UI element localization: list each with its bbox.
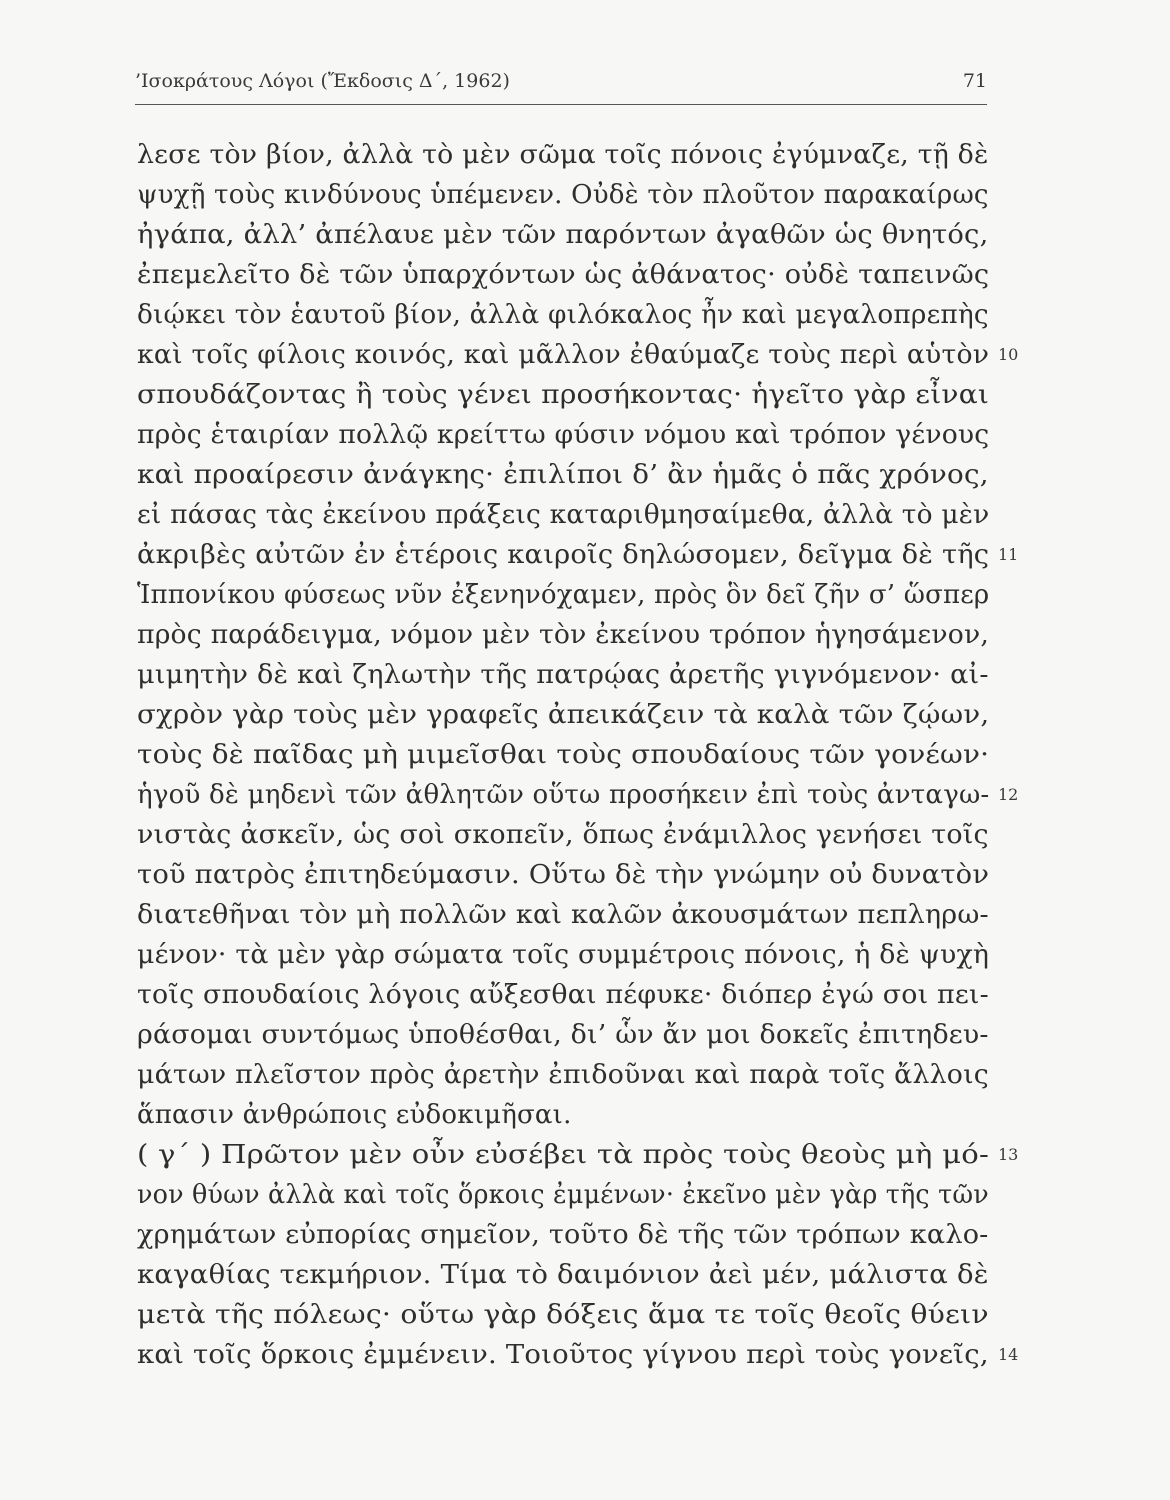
section-number: 13 (998, 1145, 1019, 1164)
page-number: 71 (962, 70, 987, 92)
text-line: τοὺς δὲ παῖδας μὴ μιμεῖσθαι τοὺς σπουδαίους τῶν γονέων· (137, 740, 990, 770)
text-line: ράσομαι συντόμως ὑποθέσθαι, δι’ ὧν ἄν μοι δοκεῖς ἐπιτηδευ- (137, 1020, 989, 1050)
text-line: καγαθίας τεκμήριον. Τίμα τὸ δαιμόνιον ἀεὶ μέν, μάλιστα δὲ (137, 1260, 989, 1290)
text-line: νον θύων ἀλλὰ καὶ τοῖς ὅρκοις ἐμμένων· ἐκεῖνο μὲν γὰρ τῆς τῶν (137, 1180, 989, 1210)
section-number: 11 (998, 545, 1019, 564)
text-line: χρημάτων εὐπορίας σημεῖον, τοῦτο δὲ τῆς τῶν τρόπων καλο- (137, 1220, 989, 1250)
text-line: διῴκει τὸν ἑαυτοῦ βίον, ἀλλὰ φιλόκαλος ἦν καὶ μεγαλοπρεπὴς (137, 300, 989, 330)
text-line: πρὸς παράδειγμα, νόμον μὲν τὸν ἐκείνου τρόπον ἡγησάμενον, (137, 620, 990, 650)
text-line: καὶ τοῖς ὅρκοις ἐμμένειν. Τοιοῦτος γίγνου περὶ τοὺς γονεῖς, (137, 1340, 989, 1370)
text-line: ἡγοῦ δὲ μηδενὶ τῶν ἀθλητῶν οὕτω προσήκειν ἐπὶ τοὺς ἀνταγω- (137, 780, 990, 810)
running-title: ’Ισοκράτους Λόγοι (Ἔκδοσις Δ΄, 1962) (135, 70, 510, 92)
text-line: ἐπεμελεῖτο δὲ τῶν ὑπαρχόντων ὡς ἀθάνατος· οὐδὲ ταπεινῶς (137, 260, 990, 290)
text-line: μετὰ τῆς πόλεως· οὕτω γὰρ δόξεις ἅμα τε τοῖς θεοῖς θύειν (137, 1300, 989, 1330)
section-number: 12 (998, 785, 1019, 804)
text-line: ( γ΄ ) Πρῶτον μὲν οὖν εὐσέβει τὰ πρὸς τοὺς θεοὺς μὴ μό- (137, 1140, 990, 1170)
text-line: καὶ τοῖς φίλοις κοινός, καὶ μᾶλλον ἐθαύμαζε τοὺς περὶ αὑτὸν (137, 340, 990, 370)
text-line: τοῖς σπουδαίοις λόγοις αὔξεσθαι πέφυκε· διόπερ ἐγώ σοι πει- (137, 980, 989, 1010)
text-line: σχρὸν γὰρ τοὺς μὲν γραφεῖς ἀπεικάζειν τὰ καλὰ τῶν ζῴων, (137, 700, 990, 730)
text-line: μάτων πλεῖστον πρὸς ἀρετὴν ἐπιδοῦναι καὶ παρὰ τοῖς ἄλλοις (137, 1060, 989, 1090)
text-line: σπουδάζοντας ἢ τοὺς γένει προσήκοντας· ἡγεῖτο γὰρ εἶναι (137, 380, 990, 410)
text-line: καὶ προαίρεσιν ἀνάγκης· ἐπιλίποι δ’ ἂν ἡμᾶς ὁ πᾶς χρόνος, (137, 460, 989, 490)
text-line: ἠγάπα, ἀλλ’ ἀπέλαυε μὲν τῶν παρόντων ἀγαθῶν ὡς θνητός, (137, 220, 989, 250)
text-line: Ἱππονίκου φύσεως νῦν ἐξενηνόχαμεν, πρὸς ὃν δεῖ ζῆν σ’ ὥσπερ (137, 580, 990, 610)
section-number: 10 (998, 345, 1019, 364)
text-line: διατεθῆναι τὸν μὴ πολλῶν καὶ καλῶν ἀκουσμάτων πεπληρω- (137, 900, 989, 930)
text-line: τοῦ πατρὸς ἐπιτηδεύμασιν. Οὕτω δὲ τὴν γνώμην οὐ δυνατὸν (137, 860, 990, 890)
text-line: πρὸς ἑταιρίαν πολλῷ κρείττω φύσιν νόμου καὶ τρόπον γένους (137, 420, 990, 450)
section-number: 14 (998, 1345, 1019, 1364)
text-line: μένον· τὰ μὲν γὰρ σώματα τοῖς συμμέτροις πόνοις, ἡ δὲ ψυχὴ (137, 940, 990, 970)
text-line: ἅπασιν ἀνθρώποις εὐδοκιμῆσαι. (137, 1100, 572, 1130)
text-line: εἰ πάσας τὰς ἐκείνου πράξεις καταριθμησαίμεθα, ἀλλὰ τὸ μὲν (137, 500, 990, 530)
text-line: λεσε τὸν βίον, ἀλλὰ τὸ μὲν σῶμα τοῖς πόνοις ἐγύμναζε, τῇ δὲ (137, 140, 989, 170)
text-line: μιμητὴν δὲ καὶ ζηλωτὴν τῆς πατρῴας ἀρετῆς γιγνόμενον· αἰ- (137, 660, 989, 690)
text-line: νιστὰς ἀσκεῖν, ὡς σοὶ σκοπεῖν, ὅπως ἐνάμιλλος γενήσει τοῖς (137, 820, 989, 850)
text-line: ἀκριβὲς αὐτῶν ἐν ἑτέροις καιροῖς δηλώσομεν, δεῖγμα δὲ τῆς (137, 540, 990, 570)
text-line: ψυχῇ τοὺς κινδύνους ὑπέμενεν. Οὐδὲ τὸν πλοῦτον παρακαίρως (137, 180, 989, 210)
